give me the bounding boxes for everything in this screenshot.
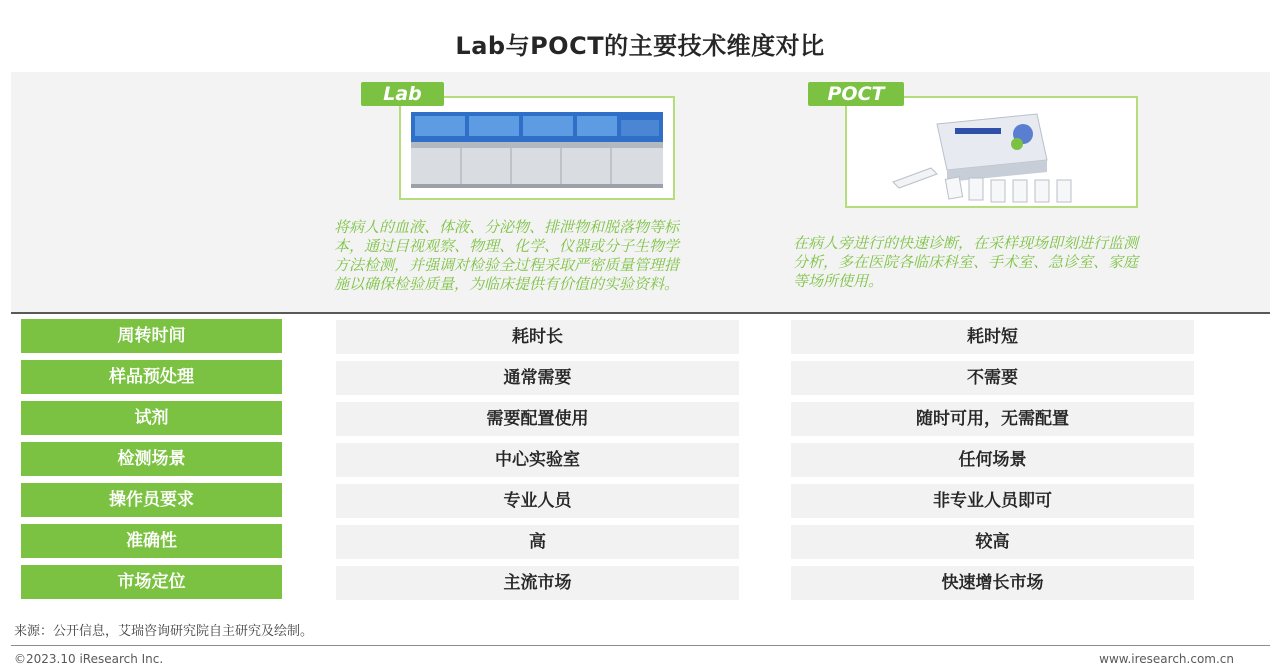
copyright: ©2023.10 iResearch Inc. [14,652,164,666]
poct-value-market-positioning: 快速增长市场 [791,566,1194,600]
row-label-market-positioning: 市场定位 [21,565,282,599]
lab-description [334,218,754,294]
poct-description [793,234,1233,291]
lab-value-sample-pretreatment: 通常需要 [336,361,739,395]
poct-value-accuracy: 较高 [791,525,1194,559]
poct-value-reagent: 随时可用，无需配置 [791,402,1194,436]
website-link[interactable]: www.iresearch.com.cn [1099,652,1234,666]
poct-description-line: 等场所使用。 [793,272,884,290]
poct-test-kit-illustration [847,98,1136,206]
poct-description-line: 分析，多在医院各临床科室、手术室、急诊室、家庭 [793,253,1139,271]
poct-description-line: 在病人旁进行的快速诊断，在采样现场即刻进行监测 [793,234,1139,252]
lab-value-test-scenario: 中心实验室 [336,443,739,477]
poct-value-turnaround-time: 耗时短 [791,320,1194,354]
row-label-reagent: 试剂 [21,401,282,435]
page-title: Lab与POCT的主要技术维度对比 [455,32,825,60]
row-label-turnaround-time: 周转时间 [21,319,282,353]
source-note: 来源：公开信息，艾瑞咨询研究院自主研究及绘制。 [14,624,314,639]
footer-divider [11,645,1270,646]
lab-analyzer-illustration [401,98,673,198]
row-label-operator-requirement: 操作员要求 [21,483,282,517]
lab-description-line: 方法检测，并强调对检验全过程采取严密质量管理措 [334,256,680,274]
lab-tag: Lab [361,82,444,106]
row-label-sample-pretreatment: 样品预处理 [21,360,282,394]
poct-value-operator-requirement: 非专业人员即可 [791,484,1194,518]
poct-tag: POCT [808,82,904,106]
lab-description-line: 施以确保检验质量，为临床提供有价值的实验资料。 [334,275,680,293]
poct-value-sample-pretreatment: 不需要 [791,361,1194,395]
row-label-test-scenario: 检测场景 [21,442,282,476]
lab-description-line: 本，通过目视观察、物理、化学、仪器或分子生物学 [334,237,680,255]
lab-image-frame [399,96,675,200]
poct-value-test-scenario: 任何场景 [791,443,1194,477]
poct-image-frame [845,96,1138,208]
lab-value-operator-requirement: 专业人员 [336,484,739,518]
lab-value-accuracy: 高 [336,525,739,559]
lab-value-reagent: 需要配置使用 [336,402,739,436]
lab-value-market-positioning: 主流市场 [336,566,739,600]
lab-value-turnaround-time: 耗时长 [336,320,739,354]
lab-description-line: 将病人的血液、体液、分泌物、排泄物和脱落物等标 [334,218,680,236]
row-label-accuracy: 准确性 [21,524,282,558]
header-divider [11,312,1270,314]
